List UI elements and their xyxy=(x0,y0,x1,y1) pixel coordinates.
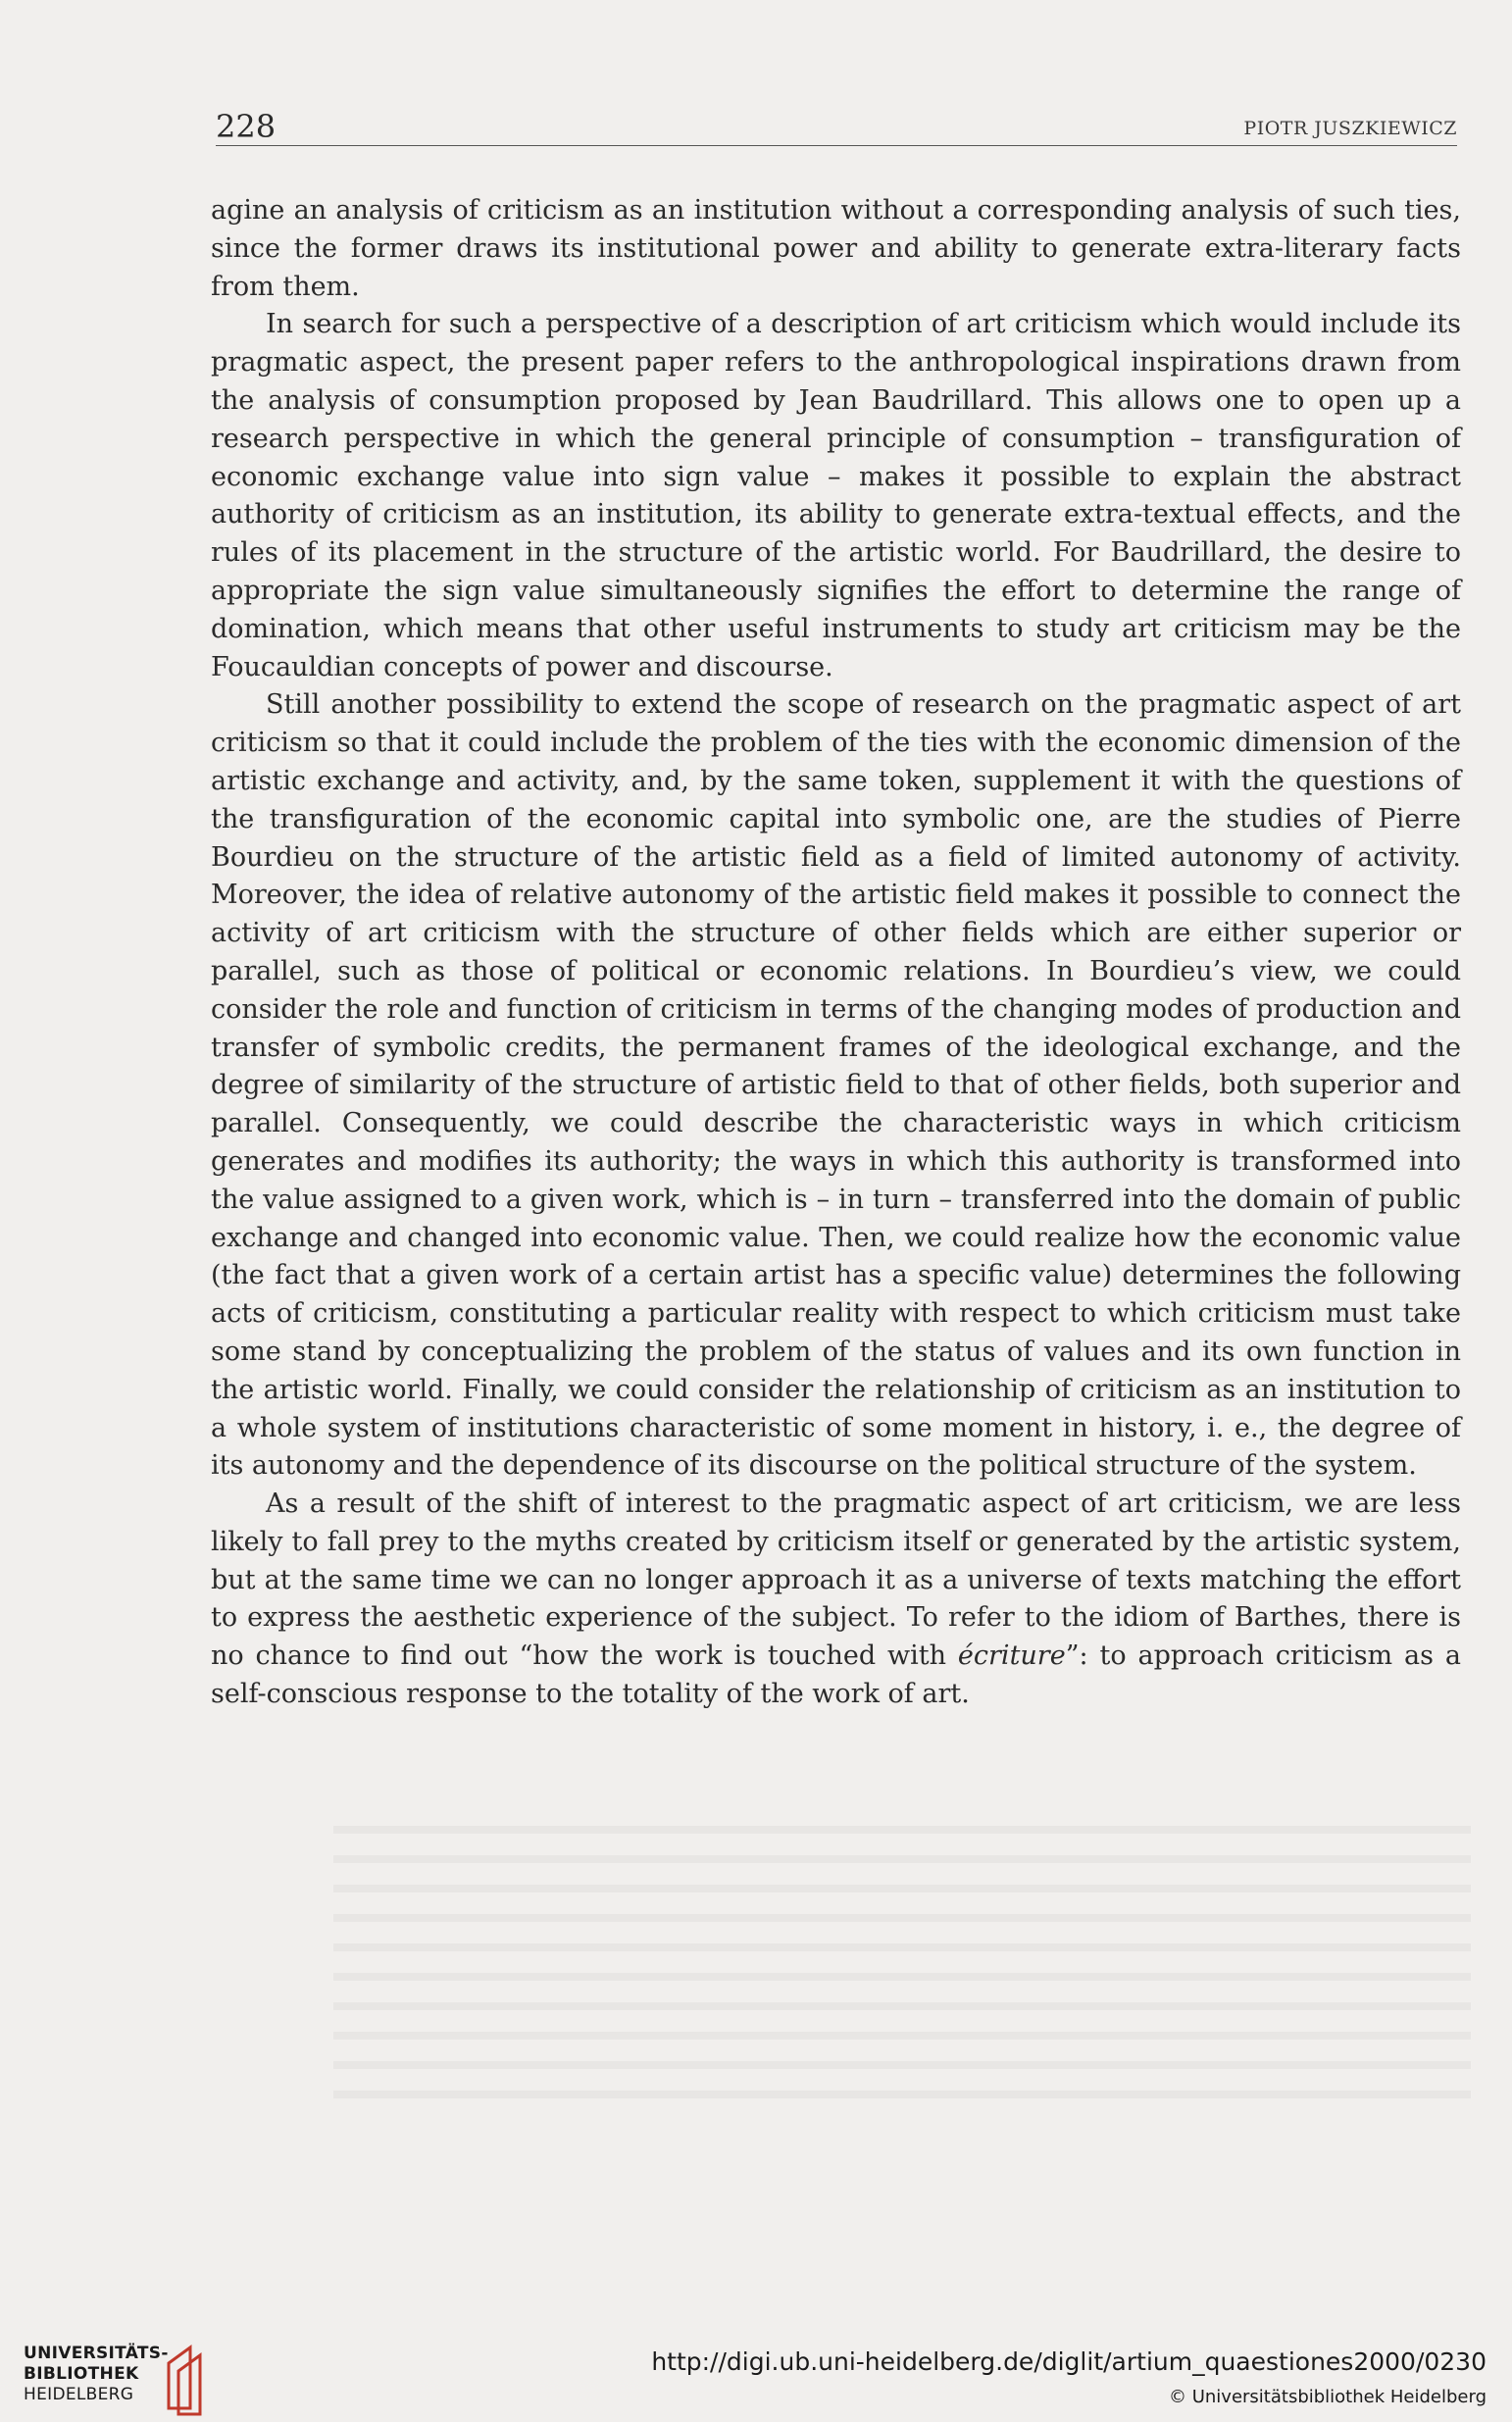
library-logo-mark-icon xyxy=(161,2344,220,2417)
show-through-bleed xyxy=(333,1804,1471,2098)
source-url-link[interactable]: http://digi.ub.uni-heidelberg.de/diglit/artium_quaestiones2000/0230 xyxy=(651,2347,1487,2376)
logo-line-1: UNIVERSITÄTS- xyxy=(24,2344,169,2363)
footer xyxy=(0,2324,1512,2422)
copyright-notice: © Universitätsbibliothek Heidelberg xyxy=(1168,2387,1487,2407)
logo-line-2: BIBLIOTHEK xyxy=(24,2364,139,2384)
running-head: PIOTR JUSZKIEWICZ xyxy=(1243,118,1457,139)
logo-line-3: HEIDELBERG xyxy=(24,2385,134,2404)
paragraph-4-emphasis: écriture xyxy=(957,1640,1066,1672)
paragraph-2: In search for such a perspective of a description of art criticism which would include its pragmatic aspect, the present paper refers to the anthropological inspirations drawn from the analysis of consumption proposed by Jean Baudrillard. This allows one to open up a research perspective in which the general principle of consumption – transfiguration of economic exchange value into sign value – makes it possible to explain the abstract authority of criticism as an institution, its ability to generate extra-textual effects, and the rules of its placement in the structure of the artistic world. For Baudrillard, the desire to appropriate the sign value simultaneously signifies the effort to determine the range of domination, which means that other useful instruments to study art criticism may be the Foucauldian concepts of power and discourse. xyxy=(211,309,1461,682)
paragraph-1: agine an analysis of criticism as an institution without a corresponding analysis of such ties, since the former draws its institutional power and ability to generate extra-literary facts from them. xyxy=(211,195,1461,302)
library-logo xyxy=(24,2344,220,2417)
paragraph-3: Still another possibility to extend the scope of research on the pragmatic aspect of art criticism so that it could include the problem of the ties with the economic dimension of the artistic exchange and activity, and, by the same token, supplement it with the questions of the transfiguration of the economic capital into symbolic one, are the studies of Pierre Bourdieu on the structure of the artistic field as a field of limited autonomy of activity. Moreover, the idea of relative autonomy of the artistic field makes it possible to connect the activity of art criticism with the structure of other fields which are either superior or parallel, such as those of political or economic relations. In Bourdieu’s view, we could consider the role and function of criticism in terms of the changing modes of production and transfer of symbolic credits, the permanent frames of the ideological exchange, and the degree of similarity of the structure of artistic field to that of other fields, both superior and parallel. Consequently, we could describe the characteristic ways in which criticism generates and modifies its authority; the ways in which this authority is transformed into the value assigned to a given work, which is – in turn – transferred into the domain of public exchange and changed into economic value. Then, we could realize how the economic value (the fact that a given work of a certain artist has a specific value) determines the following acts of criticism, constituting a particular reality with respect to which criticism must take some stand by conceptualizing the problem of the status of values and its own function in the artistic world. Finally, we could consider the relationship of criticism as an institution to a whole system of institutions characteristic of some moment in history, i. e., the degree of its autonomy and the dependence of its discourse on the political structure of the system. xyxy=(211,689,1461,1482)
page-number: 228 xyxy=(216,108,277,145)
page-header xyxy=(216,108,1457,146)
paragraph-4 xyxy=(211,1486,1461,1714)
paragraph-4-text-before: As a result of the shift of interest to the pragmatic aspect of art criticism, we are less likely to fall prey to the myths created by criticism itself or generated by the artistic system, but at the same time we can no longer approach it as a universe of texts matching the effort to express the aesthetic experience of the subject. To refer to the idiom of Barthes, there is no chance to find out “how the work is touched with xyxy=(211,1489,1461,1672)
paragraph-4-text-after: ”: to approach criticism as a self-conscious response to the totality of the work of art. xyxy=(211,1640,1461,1710)
body-text xyxy=(211,192,1461,1714)
